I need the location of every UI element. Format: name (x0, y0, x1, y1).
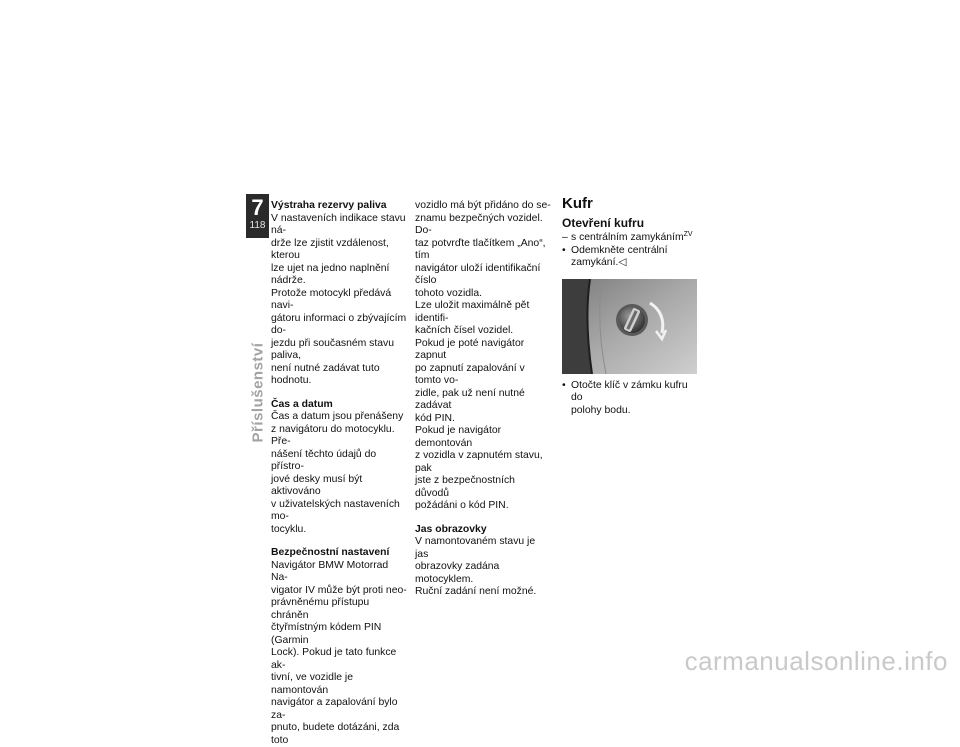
chapter-title: Příslušenství (249, 342, 267, 442)
chapter-number: 7 (251, 195, 264, 220)
watermark: carmanualsonline.info (684, 646, 948, 676)
text-line: čtyřmístným kódem PIN (Garmin (271, 622, 382, 646)
subsection-title: Otevření kufru (562, 216, 645, 230)
case-lock-photo (562, 279, 697, 374)
step-text: Otočte klíč v zámku kufru do (571, 379, 688, 403)
text-line: drže lze zjistit vzdálenost, kterou (271, 237, 389, 261)
step-item (562, 245, 702, 270)
column-1 (271, 200, 407, 747)
text-line: Pokud je poté navigátor zapnut (415, 337, 525, 361)
text-line: kačních čísel vozidel. (415, 325, 514, 336)
text-line: Navigátor BMW Motorrad Na- (271, 559, 389, 583)
text-line: tivní, ve vozidle je namontován (271, 672, 354, 696)
fuel-reserve-heading: Výstraha rezervy paliva (271, 200, 387, 211)
bullet-marker: • (562, 244, 566, 256)
text-line: není nutné zadávat tuto hodnotu. (271, 362, 380, 386)
text-line: obrazovky zadána motocyklem. (415, 561, 500, 585)
column-3 (562, 195, 702, 417)
screen-brightness-heading: Jas obrazovky (415, 523, 487, 535)
condition-item (562, 232, 702, 245)
text-line: jste z bezpečnostních důvodů (415, 475, 515, 499)
text-line: tohoto vozidla. (415, 287, 483, 299)
text-line: z navigátoru do motocyklu. Pře- (271, 423, 395, 447)
text-line: tocyklu. (271, 523, 307, 535)
text-line: z vozidla v zapnutém stavu, pak (415, 450, 543, 474)
page-number: 118 (249, 220, 266, 231)
text-line: Pokud je navigátor demontován (415, 425, 502, 449)
time-date-heading: Čas a datum (271, 398, 333, 410)
dash-marker: – (562, 232, 568, 243)
text-line: po zapnutí zapalování v tomto vo- (415, 362, 525, 386)
text-line: právněnému přístupu chráněn (271, 597, 370, 621)
text-line: kód PIN. (415, 412, 455, 424)
security-settings-heading: Bezpečnostní nastavení (271, 547, 390, 558)
text-line: požádáni o kód PIN. (415, 500, 509, 511)
text-line: V nastaveních indikace stavu ná- (271, 212, 406, 236)
step-text: polohy bodu. (571, 404, 631, 416)
text-line: v uživatelských nastaveních mo- (271, 498, 400, 522)
text-line: lze ujet na jedno naplnění nádrže. (271, 262, 390, 286)
text-line: Lze uložit maximálně pět identifi- (415, 300, 530, 324)
text-line: znamu bezpečných vozidel. Do- (415, 212, 543, 236)
text-line: jezdu při současném stavu paliva, (271, 337, 395, 361)
text-line: Ruční zadání není možné. (415, 586, 537, 597)
step-item (562, 380, 702, 418)
column-2 (415, 200, 551, 599)
text-line: Protože motocykl předává navi- (271, 287, 392, 311)
text-line: Lock). Pokud je tato funkce ak- (271, 647, 397, 671)
text-line: nášení těchto údajů do přístro- (271, 448, 377, 472)
step-text: zamykání.◁ (571, 257, 627, 268)
chapter-tab (246, 194, 269, 238)
text-line: taz potvrďte tlačítkem „Ano“, tím (415, 237, 546, 261)
text-line: vozidlo má být přidáno do se- (415, 200, 551, 211)
text-line: gátoru informaci o zbývajícím do- (271, 312, 407, 336)
condition-text: s centrálním zamykáním (571, 232, 684, 243)
bullet-marker: • (562, 379, 566, 391)
text-line: vigator IV může být proti neo- (271, 584, 407, 596)
step-text: Odemkněte centrální (571, 244, 668, 256)
section-title: Kufr (562, 195, 593, 212)
text-line: V namontovaném stavu je jas (415, 536, 536, 560)
option-superscript: ZV (683, 231, 693, 238)
text-line: pnuto, budete dotázáni, zda toto (271, 722, 400, 746)
text-line: Čas a datum jsou přenášeny (271, 411, 404, 422)
text-line: zidle, pak už není nutné zadávat (415, 387, 525, 411)
text-line: navigátor a zapalování bylo za- (271, 697, 398, 721)
text-line: navigátor uloží identifikační číslo (415, 262, 541, 286)
text-line: jové desky musí být aktivováno (271, 473, 363, 497)
chapter-side-title (248, 342, 268, 442)
